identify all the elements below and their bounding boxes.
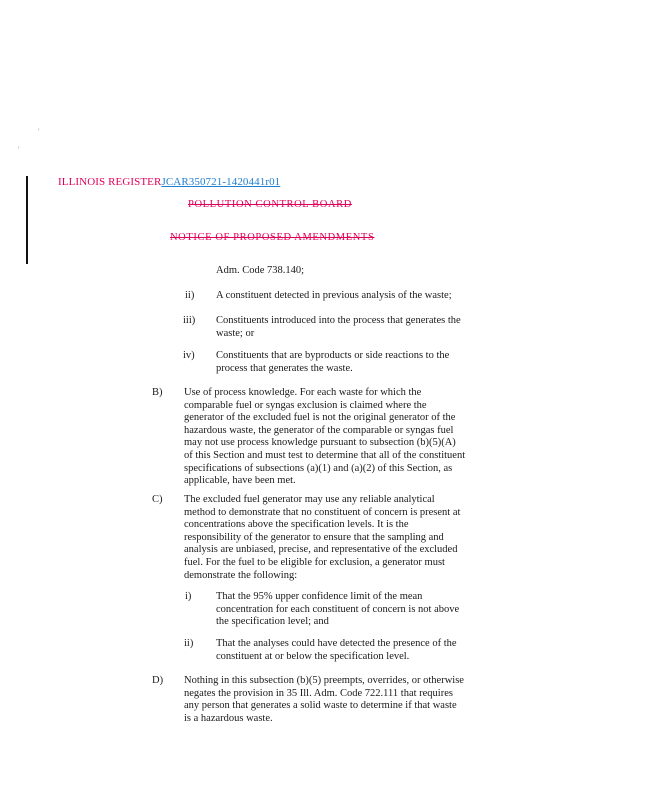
continuation-text: Adm. Code 738.140;: [216, 265, 305, 276]
section-label: B): [152, 387, 163, 398]
scan-mark: ': [38, 127, 40, 136]
jcar-code-link[interactable]: JCAR350721-1420441r01: [161, 176, 281, 188]
register-header: [58, 176, 280, 188]
notice-title: NOTICE OF PROPOSED AMENDMENTS: [170, 232, 375, 243]
item-label: iv): [183, 350, 195, 361]
register-title: ILLINOIS REGISTER: [58, 176, 162, 188]
section-label: D): [152, 675, 164, 686]
item-text: Constituents that are byproducts or side reactions to the process that generates the waste.: [216, 350, 450, 374]
scan-mark: ': [18, 145, 20, 154]
revision-margin-bar: [26, 176, 28, 264]
item-text: Constituents introduced into the process that generates the waste; or: [216, 315, 461, 339]
item-label: ii): [185, 290, 195, 301]
item-label: iii): [183, 315, 196, 326]
sub-item-text: That the analyses could have detected the presence of the constituent at or below the specification level.: [216, 638, 457, 662]
section-label: C): [152, 494, 163, 505]
sub-item-text: That the 95% upper confidence limit of the mean concentration for each constituent of concern is not above the specification level; and: [216, 591, 460, 628]
item-text: A constituent detected in previous analysis of the waste;: [216, 290, 452, 301]
sub-item-label: ii): [184, 638, 194, 649]
section-text: The excluded fuel generator may use any reliable analytical method to demonstrate that no constituent of concern is present at concentrations above the specification levels. It is the responsibility of the generator to ensure that the sampling and analysis are unbiased, precise, and representative of the excluded fuel. For the fuel to be eligible for exclusion, a generator must demonstrate the following:: [184, 494, 461, 581]
section-text: Nothing in this subsection (b)(5) preempts, overrides, or otherwise negates the provision in 35 Ill. Adm. Code 722.111 that requires any person that generates a solid waste to determine if that waste is a hazardous waste.: [184, 675, 464, 724]
section-text: Use of process knowledge. For each waste for which the comparable fuel or syngas exclusion is claimed where the generator of the excluded fuel is not the original generator of the hazardous waste, the generator of the comparable or syngas fuel may not use process knowledge pursuant to subsection (b)(5)(A) of this Section and must test to determine that all of the constituent specifications of subsections (a)(1) and (a)(2) of this Section, as applicable, have been met.: [184, 387, 466, 487]
sub-item-label: i): [185, 591, 192, 602]
board-title: POLLUTION CONTROL BOARD: [188, 199, 352, 210]
